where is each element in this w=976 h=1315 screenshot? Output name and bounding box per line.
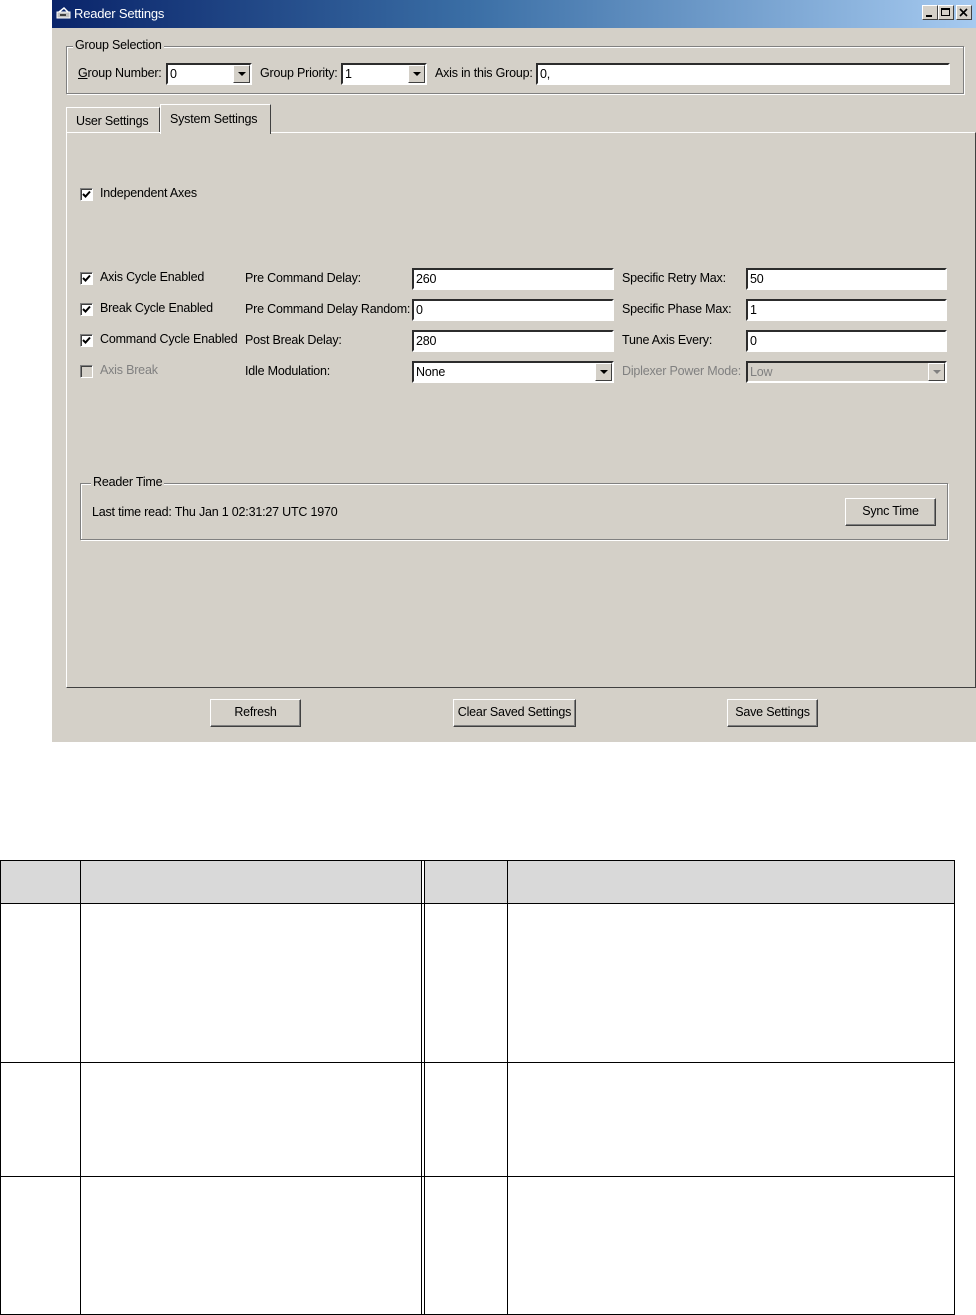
diplexer-power-mode-dropdown-button[interactable]	[928, 363, 945, 381]
idle-modulation-value: None	[416, 365, 446, 379]
table-rule	[954, 860, 955, 1315]
chevron-down-icon	[933, 370, 941, 375]
axis-cycle-enabled-checkbox[interactable]	[80, 272, 93, 285]
diplexer-power-mode-value: Low	[750, 365, 773, 379]
post-break-delay-label: Post Break Delay:	[245, 333, 342, 347]
pre-command-delay-random-label: Pre Command Delay Random:	[245, 302, 411, 316]
save-settings-button[interactable]: Save Settings	[727, 699, 818, 727]
specific-retry-max-label: Specific Retry Max:	[622, 271, 726, 285]
app-icon	[56, 6, 72, 22]
chevron-down-icon	[413, 72, 421, 77]
axis-cycle-enabled-label: Axis Cycle Enabled	[100, 270, 205, 284]
window-title: Reader Settings	[74, 6, 165, 21]
minimize-icon	[923, 6, 937, 19]
table-rule	[421, 860, 422, 1315]
refresh-button[interactable]: Refresh	[210, 699, 301, 727]
title-bar[interactable]	[52, 0, 976, 28]
idle-modulation-label: Idle Modulation:	[245, 364, 331, 378]
table-rule	[0, 860, 955, 861]
axis-in-group-field[interactable]	[536, 63, 950, 85]
group-priority-dropdown-button[interactable]	[408, 65, 425, 83]
table-header-cell	[425, 861, 507, 903]
break-cycle-enabled-label: Break Cycle Enabled	[100, 301, 213, 315]
pre-command-delay-field[interactable]	[412, 268, 614, 290]
tune-axis-every-label: Tune Axis Every:	[622, 333, 713, 347]
independent-axes-label: Independent Axes	[100, 186, 197, 200]
specific-phase-max-field[interactable]	[746, 299, 947, 321]
axis-break-label: Axis Break	[100, 363, 158, 377]
axis-break-checkbox[interactable]	[80, 365, 93, 378]
group-priority-select[interactable]	[341, 63, 427, 85]
tab-system-settings[interactable]	[160, 104, 271, 134]
pre-command-delay-label: Pre Command Delay:	[245, 271, 361, 285]
command-cycle-enabled-label: Command Cycle Enabled	[100, 332, 238, 346]
tab-system-settings-label: System Settings	[170, 112, 258, 126]
axis-in-group-value: 0,	[540, 67, 551, 81]
specific-retry-max-field[interactable]	[746, 268, 947, 290]
diplexer-power-mode-select[interactable]	[746, 361, 947, 383]
group-number-label-mnemonic: G	[78, 66, 88, 80]
reader-settings-window	[52, 0, 976, 742]
post-break-delay-value: 280	[416, 334, 437, 348]
maximize-icon	[939, 6, 953, 19]
table-rule	[0, 1176, 955, 1177]
group-number-value: 0	[170, 67, 177, 81]
checkmark-icon	[82, 190, 91, 199]
close-button[interactable]	[956, 5, 972, 20]
checkmark-icon	[82, 274, 91, 283]
table-rule	[507, 860, 508, 1315]
independent-axes-checkbox[interactable]	[80, 188, 93, 201]
checkmark-icon	[82, 336, 91, 345]
last-time-read-text: Last time read: Thu Jan 1 02:31:27 UTC 1970	[92, 505, 338, 519]
specific-retry-max-value: 50	[750, 272, 764, 286]
group-number-label-text: roup Number:	[87, 66, 162, 80]
table-header-cell	[508, 861, 954, 903]
table-header-cell	[81, 861, 421, 903]
chevron-down-icon	[238, 72, 246, 77]
group-selection-legend: Group Selection	[75, 38, 162, 52]
pre-command-delay-random-field[interactable]	[412, 299, 614, 321]
tune-axis-every-field[interactable]	[746, 330, 947, 352]
axis-in-group-label: Axis in this Group:	[435, 66, 533, 80]
table-rule	[0, 860, 1, 1315]
minimize-button[interactable]	[922, 5, 938, 20]
specific-phase-max-value: 1	[750, 303, 757, 317]
sync-time-button[interactable]: Sync Time	[845, 498, 936, 526]
diplexer-power-mode-label: Diplexer Power Mode:	[622, 364, 741, 378]
system-settings-panel	[66, 132, 976, 688]
close-icon	[957, 6, 971, 19]
group-number-label	[78, 66, 162, 80]
table-rule	[0, 903, 955, 904]
tune-axis-every-value: 0	[750, 334, 757, 348]
maximize-button[interactable]	[938, 5, 954, 20]
break-cycle-enabled-checkbox[interactable]	[80, 303, 93, 316]
idle-modulation-select[interactable]	[412, 361, 614, 383]
group-priority-value: 1	[345, 67, 352, 81]
table-rule	[80, 860, 81, 1315]
group-number-select[interactable]	[166, 63, 252, 85]
idle-modulation-dropdown-button[interactable]	[595, 363, 612, 381]
reader-time-legend: Reader Time	[93, 475, 163, 489]
post-break-delay-field[interactable]	[412, 330, 614, 352]
table-header-cell	[1, 861, 80, 903]
pre-command-delay-value: 260	[416, 272, 437, 286]
table-rule	[0, 1062, 955, 1063]
description-table	[0, 860, 955, 1315]
pre-command-delay-random-value: 0	[416, 303, 423, 317]
group-priority-label: Group Priority:	[260, 66, 338, 80]
table-rule	[424, 860, 425, 1315]
tab-user-settings-label: User Settings	[76, 114, 149, 128]
clear-saved-settings-button[interactable]: Clear Saved Settings	[453, 699, 576, 727]
group-number-dropdown-button[interactable]	[233, 65, 250, 83]
specific-phase-max-label: Specific Phase Max:	[622, 302, 732, 316]
command-cycle-enabled-checkbox[interactable]	[80, 334, 93, 347]
tab-user-settings[interactable]	[66, 107, 160, 133]
checkmark-icon	[82, 305, 91, 314]
chevron-down-icon	[600, 370, 608, 375]
